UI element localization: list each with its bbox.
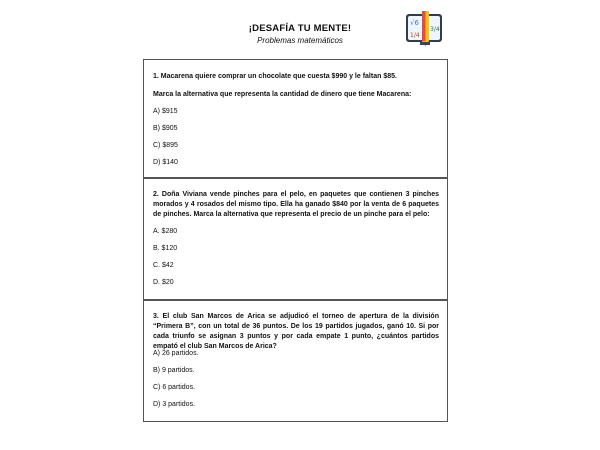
question-prompt: Marca la alternativa que representa la cantidad de dinero que tiene Macarena:: [153, 91, 412, 98]
question-text: 1. Macarena quiere comprar un chocolate que cuesta $990 y le faltan $85.: [153, 73, 397, 80]
answer-option-d[interactable]: D. $20: [153, 279, 174, 286]
answer-option-b[interactable]: B. $120: [153, 245, 178, 252]
logo-sqrt-text: √6: [410, 19, 419, 27]
question-text: 3. El club San Marcos de Arica se adjudicó el torneo de apertura de la división “Primera B”, con un total de 36 puntos. De los 19 partidos jugados, ganó 10. Si por cada triunfo se asignan 3 puntos y por cada empate 1 punto, ¿cuántos partidos empató el club San Marcos de Arica?: [153, 313, 439, 350]
answer-option-a[interactable]: A) $915: [153, 108, 178, 115]
page-title: ¡DESAFÍA TU MENTE!: [248, 23, 352, 34]
answer-option-a[interactable]: A. $280: [153, 228, 178, 235]
answer-option-a[interactable]: A) 26 partidos.: [153, 350, 199, 357]
logo-pencil-yellow: [426, 11, 430, 41]
logo-fraction-left: 1/4: [410, 32, 420, 39]
answer-option-c[interactable]: C) 6 partidos.: [153, 384, 196, 391]
question-card-1: [143, 59, 448, 178]
question-text: 2. Doña Viviana vende pinches para el pelo, en paquetes que contienen 3 pinches morados y 4 rosados del mismo tipo. Ella ha ganado $840 por la venta de 6 paquetes de pinches. Marca la alternativa que representa el precio de un pinche para el pelo:: [153, 191, 439, 218]
logo-pencil-red: [422, 11, 426, 41]
answer-option-c[interactable]: C) $895: [153, 142, 178, 149]
question-card-3: [143, 300, 448, 422]
question-card-2: [143, 178, 448, 300]
logo-stand: [420, 42, 430, 45]
page-subtitle: Problemas matemáticos: [257, 36, 343, 45]
answer-option-b[interactable]: B) $905: [153, 125, 178, 132]
answer-option-b[interactable]: B) 9 partidos.: [153, 367, 195, 374]
logo-fraction-right: 3/4: [430, 26, 440, 33]
math-notebook-icon: [403, 9, 445, 49]
answer-option-d[interactable]: D) 3 partidos.: [153, 401, 196, 408]
answer-option-c[interactable]: C. $42: [153, 262, 174, 269]
answer-option-d[interactable]: D) $140: [153, 159, 178, 166]
